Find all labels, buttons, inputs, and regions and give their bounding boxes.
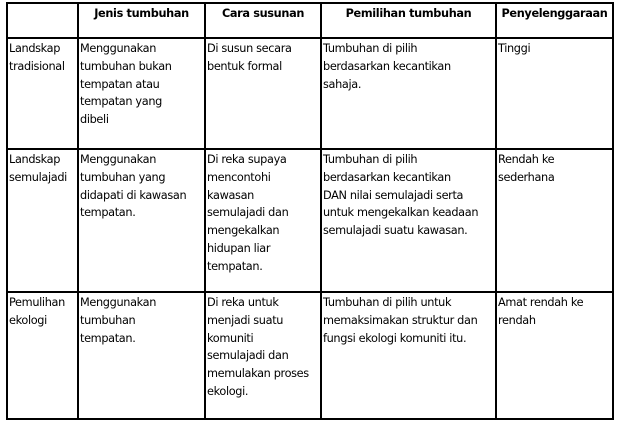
text-line: kawasan bbox=[207, 188, 254, 202]
header-row bbox=[7, 3, 613, 38]
text-line: Tumbuhan di pilih bbox=[323, 153, 418, 166]
table-row bbox=[7, 292, 613, 419]
cell-jenis bbox=[78, 292, 205, 419]
text-line: menjadi suatu bbox=[207, 313, 284, 327]
text-line: tempatan. bbox=[80, 331, 136, 345]
text-line: tempatan atau bbox=[80, 77, 160, 91]
text-line: semulajadi dan bbox=[207, 349, 289, 363]
text-line: Landskap bbox=[9, 153, 61, 166]
text-line: semulajadi bbox=[9, 170, 67, 184]
text-line: ekologi. bbox=[207, 384, 249, 398]
text-line: Di reka untuk bbox=[207, 296, 279, 309]
text-line: Rendah ke bbox=[498, 153, 555, 166]
text-line: Tumbuhan di pilih bbox=[323, 42, 418, 55]
text-line: Di susun secara bbox=[207, 42, 292, 55]
row-label bbox=[7, 38, 78, 149]
text-line: berdasarkan kecantikan bbox=[323, 59, 451, 73]
text-line: tempatan yang bbox=[80, 95, 162, 109]
text-line: Menggunakan bbox=[80, 296, 157, 309]
text-line: hidupan liar bbox=[207, 241, 271, 255]
text-line: Tumbuhan di pilih untuk bbox=[323, 296, 452, 309]
cell-cara bbox=[205, 292, 321, 419]
text-line: berdasarkan kecantikan bbox=[323, 170, 451, 184]
text-line: memaksimakan struktur dan bbox=[323, 313, 478, 327]
text-line: Tinggi bbox=[498, 42, 531, 55]
cell-pemilihan bbox=[321, 38, 496, 149]
text-line: tumbuhan yang bbox=[80, 170, 166, 184]
text-line: didapati di kawasan bbox=[80, 188, 187, 202]
text-line: komuniti bbox=[207, 331, 254, 345]
cell-pemilihan bbox=[321, 149, 496, 292]
text-line: bentuk formal bbox=[207, 59, 282, 73]
cell-penyelenggaraan bbox=[496, 149, 613, 292]
text-line: Menggunakan bbox=[80, 42, 157, 55]
cell-penyelenggaraan bbox=[496, 292, 613, 419]
text-line: Di reka supaya bbox=[207, 153, 287, 166]
text-line: memulakan proses bbox=[207, 367, 309, 381]
text-line: tempatan. bbox=[80, 206, 136, 220]
text-line: sederhana bbox=[498, 170, 555, 184]
text-line: fungsi ekologi komuniti itu. bbox=[323, 331, 467, 345]
cell-jenis bbox=[78, 149, 205, 292]
table-row bbox=[7, 149, 613, 292]
header-pemilihan-tumbuhan: Pemilihan tumbuhan bbox=[321, 3, 496, 38]
text-line: tempatan. bbox=[207, 259, 263, 273]
text-line: tumbuhan bukan bbox=[80, 59, 172, 73]
text-line: Landskap bbox=[9, 42, 61, 55]
text-line: mencontohi bbox=[207, 170, 271, 184]
text-line: DAN nilai semulajadi serta bbox=[323, 188, 464, 202]
text-line: ekologi bbox=[9, 313, 47, 327]
row-label bbox=[7, 292, 78, 419]
text-line: Pemulihan bbox=[9, 296, 65, 309]
row-label bbox=[7, 149, 78, 292]
text-line: semulajadi dan bbox=[207, 206, 289, 220]
cell-cara bbox=[205, 149, 321, 292]
cell-cara bbox=[205, 38, 321, 149]
text-line: untuk mengekalkan keadaan bbox=[323, 206, 479, 220]
text-line: Amat rendah ke bbox=[498, 296, 584, 309]
cell-penyelenggaraan bbox=[496, 38, 613, 149]
text-line: Menggunakan bbox=[80, 153, 157, 166]
text-line: tumbuhan bbox=[80, 313, 136, 327]
text-line: sahaja. bbox=[323, 77, 362, 91]
table-row bbox=[7, 38, 613, 149]
cell-pemilihan bbox=[321, 292, 496, 419]
text-line: dibeli bbox=[80, 113, 109, 127]
comparison-table bbox=[6, 2, 614, 420]
cell-jenis bbox=[78, 38, 205, 149]
text-line: mengekalkan bbox=[207, 224, 280, 238]
header-empty bbox=[7, 3, 78, 38]
text-line: tradisional bbox=[9, 59, 65, 73]
header-penyelenggaraan: Penyelenggaraan bbox=[496, 3, 613, 38]
text-line: rendah bbox=[498, 313, 536, 327]
header-jenis-tumbuhan: Jenis tumbuhan bbox=[78, 3, 205, 38]
text-line: semulajadi suatu kawasan. bbox=[323, 224, 468, 238]
header-cara-susunan: Cara susunan bbox=[205, 3, 321, 38]
